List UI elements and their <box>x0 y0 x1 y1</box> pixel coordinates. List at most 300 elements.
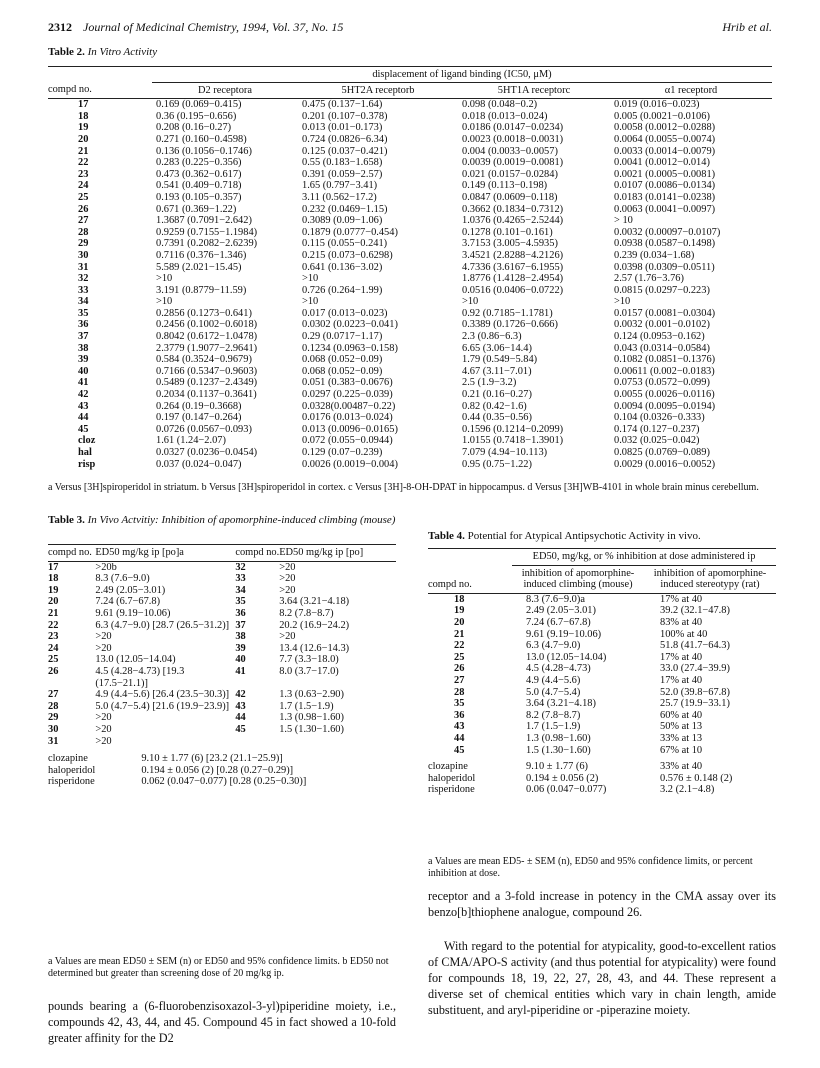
compound-id: 23 <box>48 631 59 643</box>
table-cell: 0.125 (0.037−0.421) <box>302 145 388 157</box>
table-cell: 52.0 (39.8−67.8) <box>660 686 730 698</box>
table2-col-header: compd no. <box>48 84 92 96</box>
table-cell: 0.55 (0.183−1.658) <box>302 157 383 169</box>
table-cell: 33% at 40 <box>660 761 703 773</box>
running-authors: Hrib et al. <box>722 20 772 34</box>
table2 <box>48 66 772 470</box>
table-row <box>48 204 772 216</box>
table3-footnote: a Values are mean ED50 ± SEM (n) or ED50 and 95% confidence limits. b ED50 not determined but greater than screening dose of 20 mg/kg ip. <box>48 956 389 979</box>
table-cell: 1.7 (1.5−1.9) <box>526 721 581 733</box>
table-cell: 0.021 (0.0157−0.0284) <box>462 168 558 180</box>
compound-id: 41 <box>78 377 89 389</box>
table-cell: 0.726 (0.264−1.99) <box>302 284 383 296</box>
table-cell: 0.129 (0.07−0.239) <box>302 447 383 458</box>
table3-caption <box>48 514 396 526</box>
compound-id: 22 <box>78 157 89 169</box>
table-cell: 0.194 ± 0.056 (2) <box>526 772 599 784</box>
table-cell: 0.7391 (0.2082−2.6239) <box>156 238 258 250</box>
table-row <box>48 666 396 689</box>
table-cell: 39.2 (32.1−47.8) <box>660 605 730 617</box>
compound-id: 41 <box>235 665 246 677</box>
table-cell: >20 <box>279 561 296 573</box>
table-row <box>428 710 776 722</box>
table-cell: 0.9259 (0.7155−1.1984) <box>156 226 258 238</box>
compound-id: 26 <box>454 663 465 675</box>
compound-id: 25 <box>48 654 59 666</box>
compound-id: 37 <box>78 331 89 343</box>
table-cell: 1.61 (1.24−2.07) <box>156 435 226 447</box>
compound-id: 36 <box>78 319 89 331</box>
table-cell: >20 <box>95 631 112 643</box>
table-row <box>48 273 772 285</box>
table-row <box>48 238 772 250</box>
table2-footnote: a Versus [3H]spiroperidol in striatum. b Versus [3H]spiroperidol in cortex. c Versus [3H]-8-OH-DPAT in hippocampus. d Versus [3H]WB-4101 in whole brain minus cerebellum. <box>48 482 759 493</box>
table3-body <box>48 561 396 788</box>
compound-id: 34 <box>235 584 246 596</box>
table3-col-header: ED50 mg/kg ip [po]a <box>95 547 184 558</box>
table-row <box>428 652 776 664</box>
table-cell: 0.7116 (0.376−1.346) <box>156 249 247 261</box>
table-row <box>48 459 772 471</box>
compound-id: 24 <box>78 180 89 192</box>
table-cell: 0.0183 (0.0141−0.0238) <box>614 191 716 203</box>
table-cell: 0.44 (0.35−0.56) <box>462 412 532 424</box>
table-cell: >10 <box>614 296 631 308</box>
table-cell: 13.0 (12.05−14.04) <box>526 651 607 663</box>
table-cell: 0.0023 (0.0018−0.0031) <box>462 133 564 145</box>
compound-id: 29 <box>78 238 89 250</box>
table-cell: 0.0847 (0.0609−0.118) <box>462 191 558 203</box>
table-cell: 7.24 (6.7−67.8) <box>526 616 591 628</box>
table-cell: 0.2456 (0.1002−0.6018) <box>156 319 258 331</box>
table-cell: 0.0302 (0.0223−0.041) <box>302 319 398 331</box>
table2-title: In Vitro Activity <box>87 46 158 58</box>
table-cell: 13.0 (12.05−14.04) <box>95 654 176 666</box>
compound-id: 26 <box>48 665 59 677</box>
compound-id: 18 <box>78 110 89 122</box>
table-row <box>48 169 772 181</box>
table-row <box>428 675 776 687</box>
table-cell: 0.239 (0.034−1.68) <box>614 249 695 261</box>
table-row <box>48 573 396 585</box>
compound-id: 31 <box>48 735 59 747</box>
table-cell: >10 <box>302 273 319 285</box>
table-cell: 0.232 (0.0469−1.15) <box>302 203 388 215</box>
table-row <box>48 412 772 424</box>
compound-id: 21 <box>48 607 59 619</box>
compound-id: 17 <box>78 99 89 111</box>
table-cell: 9.10 ± 1.77 (6) [23.2 (21.1−25.9)] <box>141 753 283 765</box>
table-cell: 0.3089 (0.09−1.06) <box>302 215 383 227</box>
table-cell: 0.0094 (0.0095−0.0194) <box>614 400 716 412</box>
table-cell: 0.1278 (0.101−0.161) <box>462 226 553 238</box>
compound-id: 43 <box>235 700 246 712</box>
table4-col-header: inhibition of apomorphine-induced stereotypy (rat) <box>644 565 776 593</box>
table-cell: 0.7166 (0.5347−0.9603) <box>156 365 258 377</box>
table-cell: 0.068 (0.052−0.09) <box>302 365 383 377</box>
table-cell: 3.191 (0.8779−11.59) <box>156 284 247 296</box>
reference-compound: haloperidol <box>48 764 96 776</box>
table-row <box>48 157 772 169</box>
compound-id: hal <box>78 447 92 458</box>
table-cell: >20 <box>279 573 296 585</box>
table-cell: 0.019 (0.016−0.023) <box>614 99 700 111</box>
compound-id: 29 <box>48 712 59 724</box>
table-cell: 4.5 (4.28−4.73) <box>526 663 591 675</box>
table-row <box>48 134 772 146</box>
table-cell: 1.5 (1.30−1.60) <box>526 744 591 756</box>
table-cell: 0.174 (0.127−0.237) <box>614 423 700 435</box>
table-cell: 50% at 13 <box>660 721 703 733</box>
compound-id: 30 <box>48 723 59 735</box>
table-row <box>48 227 772 239</box>
table-cell: 0.0063 (0.0041−0.0097) <box>614 203 716 215</box>
table-cell: 0.0064 (0.0055−0.0074) <box>614 133 716 145</box>
table-cell: 0.541 (0.409−0.718) <box>156 180 242 192</box>
table-cell: 0.0327 (0.0236−0.0454) <box>156 447 258 458</box>
table-cell: >20 <box>279 631 296 643</box>
table-cell: 17% at 40 <box>660 674 703 686</box>
table-cell: 9.10 ± 1.77 (6) <box>526 761 588 773</box>
compound-id: 23 <box>78 168 89 180</box>
table-row <box>48 192 772 204</box>
compound-id: 18 <box>454 593 465 605</box>
table-cell: 0.0055 (0.0026−0.0116) <box>614 389 715 401</box>
compound-id: 28 <box>48 700 59 712</box>
table-row <box>48 250 772 262</box>
reference-row <box>48 765 396 777</box>
table-cell: 1.8776 (1.4128−2.4954) <box>462 273 564 285</box>
table-cell: 0.0041 (0.0012−0.014) <box>614 157 710 169</box>
compound-id: 33 <box>78 284 89 296</box>
table-cell: 0.062 (0.047−0.077) [0.28 (0.25−0.30)] <box>141 776 307 788</box>
compound-id: 18 <box>48 573 59 585</box>
table-row <box>48 308 772 320</box>
table-cell: 0.671 (0.369−1.22) <box>156 203 237 215</box>
table-cell: 3.64 (3.21−4.18) <box>279 596 350 608</box>
compound-id: 39 <box>235 642 246 654</box>
table2-col-header: 5HT2A receptorb <box>298 82 458 99</box>
compound-id: 25 <box>454 651 465 663</box>
compound-id: 38 <box>235 631 246 643</box>
table-cell: 0.0176 (0.013−0.024) <box>302 412 393 424</box>
table-row <box>48 180 772 192</box>
table-cell: 13.4 (12.6−14.3) <box>279 642 350 654</box>
table4-title: Potential for Atypical Antipsychotic Activity in vivo. <box>467 530 701 542</box>
table-cell: 0.201 (0.107−0.378) <box>302 110 388 122</box>
compound-id: 37 <box>235 619 246 631</box>
table-cell: 0.0186 (0.0147−0.0234) <box>462 122 564 134</box>
table-row <box>48 343 772 355</box>
table-cell: 0.005 (0.0021−0.0106) <box>614 110 710 122</box>
table-row <box>48 689 396 701</box>
table-cell: 0.1082 (0.0851−0.1376) <box>614 354 716 366</box>
compound-id: 19 <box>454 605 465 617</box>
table-cell: 0.3662 (0.1834−0.7312) <box>462 203 564 215</box>
table-cell: 1.79 (0.549−5.84) <box>462 354 538 366</box>
table-cell: 0.0107 (0.0086−0.0134) <box>614 180 716 192</box>
table-cell: >20 <box>95 723 112 735</box>
compound-id: 21 <box>78 145 89 157</box>
table-cell: 0.3389 (0.1726−0.666) <box>462 319 558 331</box>
compound-id: 26 <box>78 203 89 215</box>
table-cell: >20 <box>95 712 112 724</box>
table-cell: 0.0825 (0.0769−0.089) <box>614 447 710 458</box>
table-row <box>48 620 396 632</box>
table-row <box>48 377 772 389</box>
table-cell: 0.032 (0.025−0.042) <box>614 435 700 447</box>
table-cell: 0.264 (0.19−0.3668) <box>156 400 242 412</box>
compound-id: 20 <box>78 133 89 145</box>
table-cell: >10 <box>156 296 173 308</box>
table-cell: 8.3 (7.6−9.0)a <box>526 593 585 605</box>
compound-id: 45 <box>78 423 89 435</box>
table-row <box>48 146 772 158</box>
compound-id: 31 <box>78 261 89 273</box>
compound-id: risp <box>78 458 96 470</box>
reference-compound: clozapine <box>428 761 468 773</box>
table-cell: 0.013 (0.0096−0.0165) <box>302 423 398 435</box>
table-cell: > 10 <box>614 215 633 227</box>
table4-col-header: inhibition of apomorphine-induced climbing (mouse) <box>512 565 644 593</box>
table-cell: 0.641 (0.136−3.02) <box>302 261 383 273</box>
compound-id: 40 <box>235 654 246 666</box>
compound-id: 28 <box>78 226 89 238</box>
table-row <box>48 401 772 413</box>
table-cell: 2.49 (2.05−3.01) <box>95 584 166 596</box>
compound-id: cloz <box>78 435 96 447</box>
table3 <box>48 544 396 788</box>
table-row <box>48 331 772 343</box>
table-row <box>428 629 776 641</box>
reference-compound: risperidone <box>48 776 95 788</box>
table-cell: 0.1879 (0.0777−0.454) <box>302 226 398 238</box>
table-cell: 1.7 (1.5−1.9) <box>279 700 334 712</box>
table-cell: 83% at 40 <box>660 616 703 628</box>
compound-id: 34 <box>78 296 89 308</box>
compound-id: 42 <box>78 389 89 401</box>
table-cell: 0.104 (0.0326−0.333) <box>614 412 705 424</box>
table4-group-header: ED50, mg/kg, or % inhibition at dose administered ip <box>532 551 756 562</box>
table-cell: 8.2 (7.8−8.7) <box>279 607 334 619</box>
table-cell: 0.0516 (0.0406−0.0722) <box>462 284 564 296</box>
table-cell: >10 <box>462 296 479 308</box>
compound-id: 22 <box>454 640 465 652</box>
compound-id: 39 <box>78 354 89 366</box>
table-cell: 0.95 (0.75−1.22) <box>462 458 532 470</box>
table3-col-header: compd no. <box>48 547 92 558</box>
table-cell: 0.197 (0.147−0.264) <box>156 412 242 424</box>
table-cell: 5.589 (2.021−15.45) <box>156 261 242 273</box>
compound-id: 17 <box>48 561 59 573</box>
table-cell: 17% at 40 <box>660 651 703 663</box>
table-row <box>48 585 396 597</box>
table-cell: >10 <box>156 273 173 285</box>
table-cell: 33.0 (27.4−39.9) <box>660 663 730 675</box>
table-cell: 0.193 (0.105−0.357) <box>156 191 242 203</box>
table-cell: 0.2034 (0.1137−0.3641) <box>156 389 257 401</box>
table-cell: 33% at 13 <box>660 732 703 744</box>
table-cell: 8.2 (7.8−8.7) <box>526 709 581 721</box>
table-row <box>48 99 772 111</box>
compound-id: 38 <box>78 342 89 354</box>
table-cell: 0.0398 (0.0309−0.0511) <box>614 261 715 273</box>
table3-label: Table 3. <box>48 514 85 526</box>
table-cell: >20 <box>95 642 112 654</box>
reference-compound: haloperidol <box>428 772 476 784</box>
table-cell: 8.3 (7.6−9.0) <box>95 573 150 585</box>
reference-row <box>48 747 396 765</box>
table-cell: 5.0 (4.7−5.4) <box>526 686 581 698</box>
table-cell: 2.57 (1.76−3.76) <box>614 273 684 285</box>
table-cell: 5.0 (4.7−5.4) [21.6 (19.9−23.9)] <box>95 700 230 712</box>
table-cell: 0.037 (0.024−0.047) <box>156 458 242 470</box>
table-cell: 3.7153 (3.005−4.5935) <box>462 238 558 250</box>
table-cell: 0.473 (0.362−0.617) <box>156 168 242 180</box>
reference-row <box>48 776 396 788</box>
table-cell: 0.215 (0.073−0.6298) <box>302 249 393 261</box>
compound-id: 27 <box>78 215 89 227</box>
table-cell: 51.8 (41.7−64.3) <box>660 640 730 652</box>
body-paragraph-right-1: receptor and a 3-fold increase in potency in the CMA assay over its benzo[b]thiophene analogue, compound 26. <box>428 889 776 919</box>
table-cell: 0.043 (0.0314−0.0584) <box>614 342 710 354</box>
table4 <box>428 548 776 796</box>
table-cell: 6.65 (3.06−14.4) <box>462 342 532 354</box>
table-row <box>48 654 396 666</box>
compound-id: 45 <box>235 723 246 735</box>
table-cell: 0.1596 (0.1214−0.2099) <box>462 423 564 435</box>
table2-col-header: 5HT1A receptorc <box>458 82 610 99</box>
table-row <box>48 561 396 573</box>
table-row <box>48 596 396 608</box>
table2-body <box>48 99 772 471</box>
table-cell: 0.2856 (0.1273−0.641) <box>156 307 252 319</box>
table-cell: 60% at 40 <box>660 709 703 721</box>
table-cell: 1.5 (1.30−1.60) <box>279 723 344 735</box>
compound-id: 36 <box>235 607 246 619</box>
table-cell: 100% at 40 <box>660 628 708 640</box>
table-cell: 2.5 (1.9−3.2) <box>462 377 517 389</box>
table-cell: 0.0032 (0.00097−0.0107) <box>614 226 721 238</box>
table-cell: 0.098 (0.048−0.2) <box>462 99 538 111</box>
table-cell: 0.584 (0.3524−0.9679) <box>156 354 252 366</box>
table-cell: 0.013 (0.01−0.173) <box>302 122 383 134</box>
table4-body <box>428 593 776 796</box>
table-row <box>48 643 396 655</box>
table-row <box>48 736 396 748</box>
compound-id: 30 <box>78 249 89 261</box>
running-header <box>48 20 772 38</box>
table-cell: 0.0938 (0.0587−0.1498) <box>614 238 716 250</box>
table-cell: 0.0328(0.00487−0.22) <box>302 400 396 412</box>
table-cell: 4.9 (4.4−5.6) <box>526 674 581 686</box>
table-cell: 0.00611 (0.002−0.0183) <box>614 365 715 377</box>
table-cell: 3.4521 (2.8288−4.2126) <box>462 249 564 261</box>
table-row <box>48 319 772 331</box>
table-row <box>428 687 776 699</box>
table-cell: 0.0026 (0.0019−0.004) <box>302 458 398 470</box>
reference-row <box>428 784 776 796</box>
table4-footnote: a Values are mean ED5- ± SEM (n), ED50 and 95% confidence limits, or percent inhibition at dose. <box>428 856 753 879</box>
table-cell: 0.017 (0.013−0.023) <box>302 307 388 319</box>
table-row <box>48 215 772 227</box>
compound-id: 27 <box>48 689 59 701</box>
compound-id: 28 <box>454 686 465 698</box>
table-cell: 67% at 10 <box>660 744 703 756</box>
compound-id: 24 <box>48 642 59 654</box>
table-cell: 1.0155 (0.7418−1.3901) <box>462 435 564 447</box>
table-row <box>48 435 772 447</box>
table-row <box>428 733 776 745</box>
body-paragraph-left: pounds bearing a (6-fluorobenzisoxazol-3-yl)piperidine moiety, i.e., compounds 42, 43, 44, and 45. Compound 45 in fact showed a 10-fold greater affinity for the D2 <box>48 999 396 1045</box>
table-cell: 0.018 (0.013−0.024) <box>462 110 548 122</box>
table-cell: 9.61 (9.19−10.06) <box>526 628 602 640</box>
table-row <box>48 724 396 736</box>
table-cell: 0.271 (0.160−0.4598) <box>156 133 247 145</box>
table-cell: >20 <box>279 584 296 596</box>
table-row <box>428 663 776 675</box>
reference-row <box>428 773 776 785</box>
table-cell: 0.169 (0.069−0.415) <box>156 99 242 111</box>
table4-caption <box>428 530 776 542</box>
compound-id: 32 <box>78 273 89 285</box>
table-row <box>48 447 772 459</box>
table-cell: 0.0032 (0.001−0.0102) <box>614 319 710 331</box>
compound-id: 19 <box>78 122 89 134</box>
compound-id: 36 <box>454 709 465 721</box>
table-cell: 4.9 (4.4−5.6) [26.4 (23.5−30.3)] <box>95 689 230 701</box>
table-cell: 0.004 (0.0033−0.0057) <box>462 145 558 157</box>
table-cell: 0.072 (0.055−0.0944) <box>302 435 393 447</box>
table-cell: 3.64 (3.21−4.18) <box>526 698 596 710</box>
table-cell: 0.29 (0.0717−1.17) <box>302 331 383 343</box>
table-cell: 0.283 (0.225−0.356) <box>156 157 242 169</box>
table-cell: 6.3 (4.7−9.0) [28.7 (26.5−31.2)] <box>95 619 230 631</box>
journal-citation: Journal of Medicinal Chemistry, 1994, Vol. 37, No. 15 <box>83 20 344 34</box>
table-cell: 17% at 40 <box>660 593 703 605</box>
table-cell: 7.24 (6.7−67.8) <box>95 596 161 608</box>
compound-id: 43 <box>78 400 89 412</box>
table-cell: 0.0815 (0.0297−0.223) <box>614 284 710 296</box>
table-cell: 0.0058 (0.0012−0.0288) <box>614 122 716 134</box>
table-cell: 0.0033 (0.0014−0.0079) <box>614 145 716 157</box>
table-cell: 1.0376 (0.4265−2.5244) <box>462 215 564 227</box>
table-row <box>428 593 776 605</box>
table-cell: 0.36 (0.195−0.656) <box>156 110 237 122</box>
table2-group-header: displacement of ligand binding (IC50, μM) <box>372 69 552 80</box>
table2-col-header: D2 receptora <box>152 82 298 99</box>
table-cell: 0.124 (0.0953−0.162) <box>614 331 705 343</box>
compound-id: 40 <box>78 365 89 377</box>
table-cell: 0.1234 (0.0963−0.158) <box>302 342 398 354</box>
table-row <box>428 617 776 629</box>
table-cell: 0.0753 (0.0572−0.099) <box>614 377 710 389</box>
table-cell: 0.5489 (0.1237−2.4349) <box>156 377 258 389</box>
table-cell: 2.3779 (1.9077−2.9641) <box>156 342 258 354</box>
table-row <box>48 631 396 643</box>
table-cell: 0.0726 (0.0567−0.093) <box>156 423 252 435</box>
reference-compound: clozapine <box>48 753 88 765</box>
compound-id: 22 <box>48 619 59 631</box>
table-cell: 0.724 (0.0826−6.34) <box>302 133 388 145</box>
body-paragraph-right-2: With regard to the potential for atypicality, good-to-excellent ratios of CMA/APO-S activity (and thus potential for atypicality) were found for compounds 18, 19, 22, 27, 28, 43, and 44. These represent a diverse set of chemical entities which vary in chain length, amide substituent, and aryl-piperidine or -piperazine moiety. <box>428 939 776 1017</box>
table-row <box>48 701 396 713</box>
table-cell: 1.3 (0.98−1.60) <box>526 732 591 744</box>
compound-id: 20 <box>454 616 465 628</box>
table-cell: 0.8042 (0.6172−1.0478) <box>156 331 258 343</box>
reference-compound: risperidone <box>428 784 475 796</box>
table-row <box>48 262 772 274</box>
